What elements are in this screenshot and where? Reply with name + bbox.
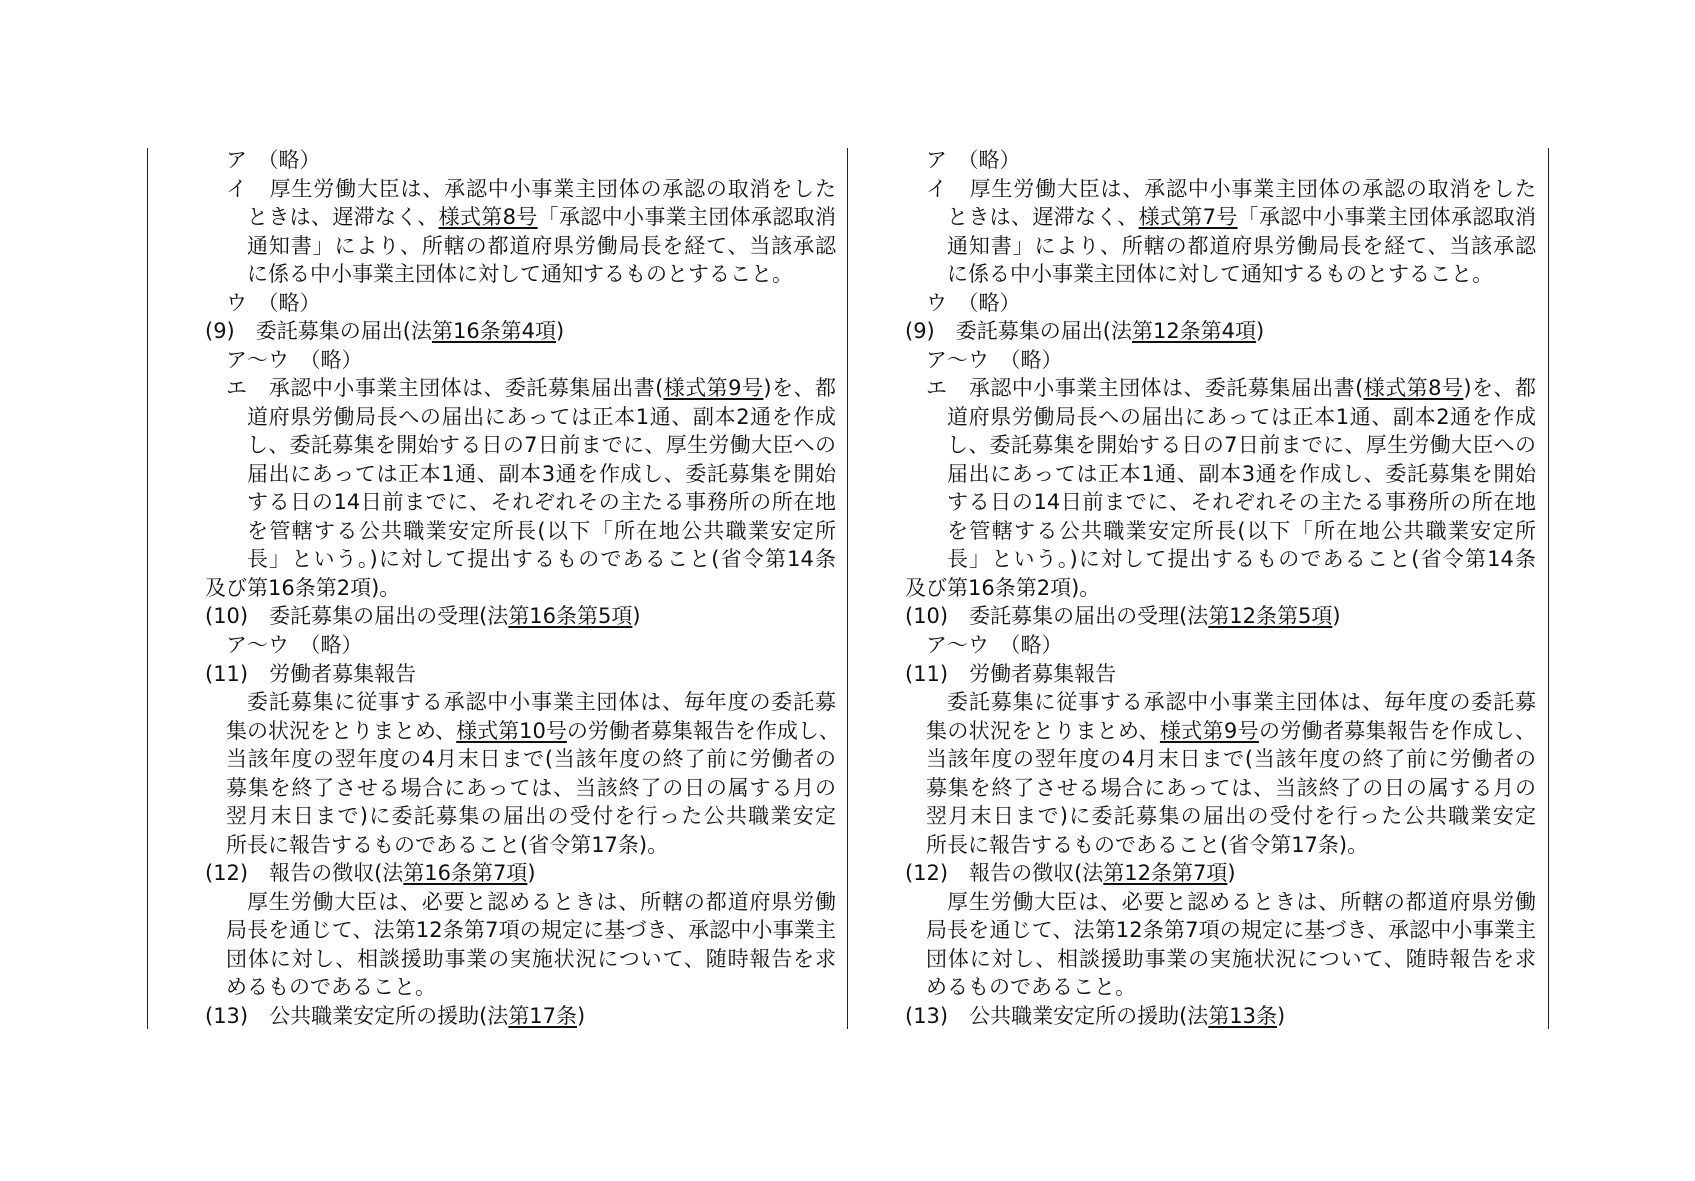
text-line — [926, 346, 1063, 374]
text-segment: ウ （略） — [926, 290, 1021, 315]
text-segment: (9) 委託募集の届出(法 — [905, 319, 1132, 344]
text-segment: ア～ウ （略） — [926, 347, 1063, 372]
text-segment: 集の状況をとりまとめ、 — [226, 718, 457, 743]
left-column — [147, 0, 847, 1181]
text-line — [947, 688, 1536, 716]
text-line — [926, 289, 1021, 317]
text-segment: ) — [556, 319, 565, 344]
text-segment: ) — [632, 604, 641, 629]
text-segment: 局長を通じて、法第12条第7項の規定に基づき、承認中小事業主 — [926, 918, 1536, 943]
text-segment: 募集を終了させる場合にあっては、当該終了の日の属する月の — [226, 775, 836, 800]
underlined-reference: 第12条第4項 — [1131, 319, 1257, 344]
underlined-reference: 第12条第5項 — [1208, 604, 1333, 629]
text-segment: 届出にあっては正本1通、副本3通を作成し、委託募集を開始 — [947, 461, 1536, 486]
text-segment: ときは、遅滞なく、 — [247, 205, 439, 230]
text-line — [247, 888, 836, 916]
text-line — [226, 802, 836, 830]
text-segment: 所長に報告するものであること(省令第17条)。 — [226, 832, 669, 857]
text-line — [226, 945, 836, 973]
text-segment: めるものであること。 — [226, 975, 436, 1000]
text-line — [205, 859, 536, 887]
underlined-reference: 様式第9号 — [663, 376, 764, 401]
text-line — [905, 859, 1236, 887]
text-line — [926, 631, 1063, 659]
text-segment: ア～ウ （略） — [226, 347, 363, 372]
text-line — [247, 260, 793, 288]
text-segment: 委託募集に従事する承認中小事業主団体は、毎年度の委託募 — [247, 690, 836, 715]
text-segment: (9) 委託募集の届出(法 — [205, 319, 432, 344]
text-line — [205, 317, 564, 345]
underlined-reference: 第16条第7項 — [403, 861, 528, 886]
text-segment: の労働者募集報告を作成し、 — [566, 718, 840, 743]
underlined-reference: 第16条第5項 — [508, 604, 633, 629]
text-segment: イ 厚生労働大臣は、承認中小事業主団体の承認の取消をした — [926, 176, 1536, 201]
underlined-reference: 様式第10号 — [456, 718, 567, 743]
text-segment: し、委託募集を開始する日の7日前までに、厚生労働大臣への — [247, 433, 836, 458]
text-line — [205, 660, 416, 688]
text-line — [947, 545, 1536, 573]
text-segment: (11) 労働者募集報告 — [905, 661, 1117, 686]
text-line — [226, 916, 836, 944]
text-line — [226, 774, 836, 802]
text-line — [226, 831, 668, 859]
text-line — [947, 203, 1536, 231]
text-segment: 届出にあっては正本1通、副本3通を作成し、委託募集を開始 — [247, 461, 836, 486]
text-segment: 翌月末日まで)に委託募集の届出の受付を行った公共職業安定 — [926, 804, 1536, 829]
text-line — [226, 973, 436, 1001]
text-line — [226, 146, 321, 174]
text-line — [926, 945, 1536, 973]
text-line — [926, 973, 1136, 1001]
text-segment: を管轄する公共職業安定所長(以下「所在地公共職業安定所 — [247, 518, 836, 543]
text-line — [205, 574, 400, 602]
text-segment: ア～ウ （略） — [226, 633, 363, 657]
text-line — [926, 717, 1536, 745]
text-segment: エ 承認中小事業主団体は、委託募集届出書( — [226, 376, 664, 401]
text-line — [247, 203, 836, 231]
text-line — [947, 517, 1536, 545]
text-line — [226, 289, 321, 317]
text-line — [905, 660, 1116, 688]
text-segment: )を、都 — [1463, 376, 1536, 401]
right-column — [847, 0, 1547, 1181]
underlined-reference: 様式第7号 — [1138, 205, 1238, 230]
text-segment: (10) 委託募集の届出の受理(法 — [205, 604, 509, 629]
underlined-reference: 様式第9号 — [1159, 718, 1259, 743]
text-segment: 通知書」により、所轄の都道府県労働局長を経て、当該承認 — [247, 233, 836, 258]
text-line — [926, 745, 1536, 773]
text-line — [926, 374, 1536, 402]
text-segment: (12) 報告の徴収(法 — [205, 861, 404, 886]
text-line — [926, 831, 1368, 859]
text-segment: 道府県労働局長への届出にあっては正本1通、副本2通を作成 — [247, 404, 836, 429]
text-segment: (13) 公共職業安定所の援助(法 — [905, 1003, 1209, 1028]
text-segment: 及び第16条第2項)。 — [205, 575, 401, 600]
text-segment: ア （略） — [926, 148, 1021, 172]
text-line — [947, 232, 1536, 260]
underlined-reference: 第13条 — [1208, 1003, 1278, 1028]
text-segment: (13) 公共職業安定所の援助(法 — [205, 1003, 509, 1028]
text-segment: 委託募集に従事する承認中小事業主団体は、毎年度の委託募 — [947, 690, 1536, 715]
text-segment: 当該年度の翌年度の4月末日まで(当該年度の終了前に労働者の — [926, 747, 1536, 772]
text-segment: 通知書」により、所轄の都道府県労働局長を経て、当該承認 — [947, 233, 1536, 258]
text-segment: ) — [1277, 1003, 1286, 1028]
text-line — [905, 1002, 1285, 1030]
text-line — [947, 888, 1536, 916]
text-segment: ときは、遅滞なく、 — [947, 205, 1139, 230]
text-segment: イ 厚生労働大臣は、承認中小事業主団体の承認の取消をした — [226, 176, 836, 201]
text-line — [247, 403, 836, 431]
text-line — [905, 317, 1264, 345]
text-line — [226, 631, 363, 659]
text-line — [247, 460, 836, 488]
text-line — [205, 602, 641, 630]
text-segment: エ 承認中小事業主団体は、委託募集届出書( — [926, 376, 1364, 401]
text-segment: 厚生労働大臣は、必要と認めるときは、所轄の都道府県労働 — [947, 889, 1536, 914]
text-line — [905, 574, 1100, 602]
text-segment: する日の14日前までに、それぞれその主たる事務所の所在地 — [947, 490, 1536, 515]
underlined-reference: 第16条第4項 — [431, 319, 557, 344]
text-segment: 団体に対し、相談援助事業の実施状況について、随時報告を求 — [226, 946, 836, 971]
text-segment: ア～ウ （略） — [926, 633, 1063, 657]
text-segment: に係る中小事業主団体に対して通知するものとすること。 — [247, 262, 793, 287]
text-segment: 集の状況をとりまとめ、 — [926, 718, 1160, 743]
text-segment: の労働者募集報告を作成し、 — [1258, 718, 1536, 743]
text-segment: 団体に対し、相談援助事業の実施状況について、随時報告を求 — [926, 946, 1536, 971]
text-line — [247, 488, 836, 516]
text-segment: 及び第16条第2項)。 — [905, 575, 1101, 600]
text-line — [905, 602, 1341, 630]
text-line — [926, 916, 1536, 944]
text-line — [947, 260, 1493, 288]
text-segment: ) — [577, 1003, 586, 1028]
text-segment: を管轄する公共職業安定所長(以下「所在地公共職業安定所 — [947, 518, 1536, 543]
underlined-reference: 第17条 — [508, 1003, 578, 1028]
text-segment: する日の14日前までに、それぞれその主たる事務所の所在地 — [247, 490, 836, 515]
text-segment: 長」という。)に対して提出するものであること(省令第14条 — [247, 547, 836, 572]
text-line — [247, 688, 836, 716]
text-line — [947, 431, 1536, 459]
text-line — [226, 175, 836, 203]
text-segment: 厚生労働大臣は、必要と認めるときは、所轄の都道府県労働 — [247, 889, 836, 914]
text-segment: 「承認中小事業主団体承認取消 — [537, 205, 836, 230]
text-segment: ) — [1332, 604, 1341, 629]
text-line — [247, 517, 836, 545]
text-segment: に係る中小事業主団体に対して通知するものとすること。 — [947, 262, 1493, 287]
text-segment: (12) 報告の徴収(法 — [905, 861, 1104, 886]
text-segment: 所長に報告するものであること(省令第17条)。 — [926, 832, 1369, 857]
text-segment: 長」という。)に対して提出するものであること(省令第14条 — [947, 547, 1536, 572]
text-segment: 募集を終了させる場合にあっては、当該終了の日の属する月の — [926, 775, 1536, 800]
text-segment: 「承認中小事業主団体承認取消 — [1237, 205, 1536, 230]
text-segment: 局長を通じて、法第12条第7項の規定に基づき、承認中小事業主 — [226, 918, 836, 943]
text-line — [226, 346, 363, 374]
text-line — [926, 175, 1536, 203]
text-line — [226, 717, 840, 745]
text-line — [205, 1002, 585, 1030]
underlined-reference: 第12条第7項 — [1103, 861, 1228, 886]
underlined-reference: 様式第8号 — [438, 205, 538, 230]
text-line — [226, 745, 836, 773]
text-segment: (11) 労働者募集報告 — [205, 661, 417, 686]
text-segment: ) — [1256, 319, 1265, 344]
text-segment: 当該年度の翌年度の4月末日まで(当該年度の終了前に労働者の — [226, 747, 836, 772]
text-segment: )を、都 — [763, 376, 836, 401]
text-line — [947, 488, 1536, 516]
column-border-right — [1548, 148, 1549, 1029]
text-line — [926, 146, 1021, 174]
text-line — [947, 460, 1536, 488]
text-line — [947, 403, 1536, 431]
text-line — [926, 774, 1536, 802]
text-line — [226, 374, 836, 402]
text-segment: ) — [527, 861, 536, 886]
text-segment: ア （略） — [226, 148, 321, 172]
text-line — [247, 232, 836, 260]
text-line — [926, 802, 1536, 830]
text-segment: ウ （略） — [226, 290, 321, 315]
text-segment: 翌月末日まで)に委託募集の届出の受付を行った公共職業安定 — [226, 804, 836, 829]
text-segment: し、委託募集を開始する日の7日前までに、厚生労働大臣への — [947, 433, 1536, 458]
underlined-reference: 様式第8号 — [1363, 376, 1464, 401]
text-line — [247, 545, 836, 573]
text-segment: めるものであること。 — [926, 975, 1136, 1000]
text-segment: (10) 委託募集の届出の受理(法 — [905, 604, 1209, 629]
text-line — [247, 431, 836, 459]
text-segment: 道府県労働局長への届出にあっては正本1通、副本2通を作成 — [947, 404, 1536, 429]
text-segment: ) — [1227, 861, 1236, 886]
